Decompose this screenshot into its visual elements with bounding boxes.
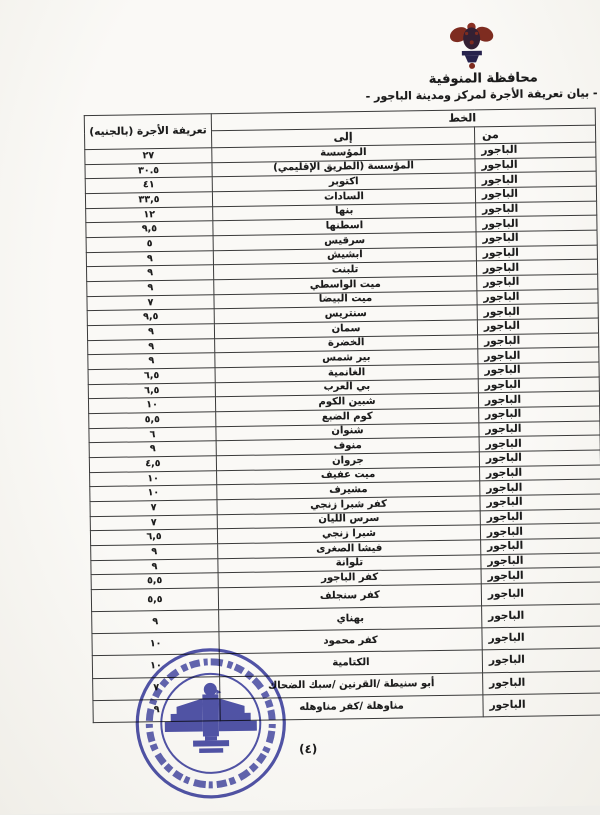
to-cell: شبين الكوم	[215, 393, 478, 412]
fare-cell: ١٢	[86, 206, 213, 223]
from-cell: الباجور	[481, 568, 600, 584]
official-round-stamp-eagle-icon	[130, 642, 292, 804]
fare-cell: ٩	[87, 324, 214, 341]
fare-cell: ٥	[86, 236, 213, 253]
fare-cell: ٤,٥	[89, 456, 216, 473]
to-cell: بهناي	[219, 606, 482, 632]
fare-table	[84, 108, 600, 723]
from-cell: الباجور	[483, 671, 600, 695]
fare-column-header: تعريفة الأجرة (بالجنيه)	[84, 114, 211, 150]
from-cell: الباجور	[478, 391, 599, 407]
to-cell: الكتامية	[219, 650, 482, 676]
to-cell: مناوهلة /كفر مناوهله	[220, 694, 483, 720]
from-cell: الباجور	[475, 157, 596, 173]
fare-cell: ٩,٥	[86, 221, 213, 238]
to-cell: تلبنت	[213, 261, 476, 280]
fare-cell: ٤١	[85, 177, 212, 194]
fare-cell: ٣٠.٥	[85, 162, 212, 179]
to-cell: سنتريس	[214, 305, 477, 324]
fare-cell: ٩	[93, 698, 220, 722]
fare-cell: ٧	[90, 500, 217, 517]
from-cell: الباجور	[482, 648, 600, 672]
from-cell: الباجور	[477, 303, 598, 319]
from-cell: الباجور	[477, 289, 598, 305]
line-column-header: الخط	[211, 108, 595, 131]
to-cell: منوف	[216, 437, 479, 456]
to-cell: الغانمية	[215, 364, 478, 383]
from-cell: الباجور	[479, 421, 600, 437]
fare-cell: ٥,٥	[89, 412, 216, 429]
to-cell: شنوان	[216, 423, 479, 442]
from-cell: الباجور	[480, 480, 600, 496]
from-cell: الباجور	[481, 538, 600, 554]
from-cell: الباجور	[478, 362, 599, 378]
fare-cell: ٩	[91, 559, 218, 576]
fare-cell: ٩	[88, 353, 215, 370]
from-cell: الباجور	[476, 215, 597, 231]
fare-cell: ٦,٥	[88, 368, 215, 385]
to-cell: كفر سنجلف	[218, 584, 481, 610]
to-cell: ميت الواسطي	[214, 276, 477, 295]
from-cell: الباجور	[475, 142, 596, 158]
to-cell: اسطنها	[213, 217, 476, 236]
to-cell: المؤسسة (الطريق الإقليمي)	[212, 159, 475, 178]
to-cell: فيشا الصغرى	[218, 540, 481, 559]
fare-cell: ٩	[87, 280, 214, 297]
fare-cell: ٩	[86, 250, 213, 267]
from-cell: الباجور	[479, 406, 600, 422]
fare-cell: ١٠	[90, 485, 217, 502]
from-cell: الباجور	[482, 604, 600, 628]
governorate-eagle-emblem-icon	[448, 19, 495, 76]
from-column-header: من	[474, 125, 595, 144]
fare-cell: ٩	[89, 441, 216, 458]
to-cell: ابشيش	[213, 247, 476, 266]
fare-cell: ٩,٥	[87, 309, 214, 326]
fare-cell: ٢٧	[85, 148, 212, 165]
fare-cell: ١٠	[92, 654, 219, 678]
from-cell: الباجور	[477, 318, 598, 334]
to-cell: سرقيس	[213, 232, 476, 251]
to-cell: كفر محمود	[219, 628, 482, 654]
to-cell: بير شمس	[215, 349, 478, 368]
fare-cell: ٩	[87, 265, 214, 282]
fare-cell: ٧	[93, 676, 220, 700]
from-cell: الباجور	[475, 186, 596, 202]
to-cell: المؤسسة	[212, 144, 475, 163]
fare-cell: ٦,٥	[90, 529, 217, 546]
from-cell: الباجور	[480, 509, 600, 525]
from-cell: الباجور	[476, 230, 597, 246]
fare-cell: ٦	[89, 427, 216, 444]
fare-cell: ١٠	[90, 471, 217, 488]
fare-cell: ٩	[92, 610, 219, 634]
from-cell: الباجور	[479, 435, 600, 451]
fare-cell: ٥,٥	[91, 588, 218, 612]
from-cell: الباجور	[480, 524, 600, 540]
to-cell: بي العرب	[215, 379, 478, 398]
to-cell: ميت البيضا	[214, 291, 477, 310]
to-cell: كوم الضبع	[216, 408, 479, 427]
from-cell: الباجور	[478, 333, 599, 349]
from-cell: الباجور	[481, 582, 600, 606]
to-column-header: إلى	[211, 127, 474, 148]
from-cell: الباجور	[482, 626, 600, 650]
fare-cell: ٩	[88, 338, 215, 355]
fare-cell: ١٠	[92, 632, 219, 656]
to-cell: بنها	[213, 203, 476, 222]
fare-cell: ١٠	[88, 397, 215, 414]
from-cell: الباجور	[476, 245, 597, 261]
document-subtitle: - بيان تعريفة الأجرة لمركز ومدينة الباجور -	[365, 86, 598, 103]
fare-cell: ٣٣,٥	[85, 192, 212, 209]
from-cell: الباجور	[478, 347, 599, 363]
to-cell: مشيرف	[217, 481, 480, 500]
fare-cell: ٦,٥	[88, 383, 215, 400]
to-cell: تلوانة	[218, 555, 481, 574]
from-cell: الباجور	[475, 171, 596, 187]
from-cell: الباجور	[480, 494, 600, 510]
page-number: (٤)	[298, 741, 318, 757]
from-cell: الباجور	[476, 201, 597, 217]
from-cell: الباجور	[480, 465, 600, 481]
to-cell: السادات	[212, 188, 475, 207]
from-cell: الباجور	[476, 259, 597, 275]
governorate-title: محافظة المنوفية	[428, 70, 538, 88]
to-cell: سرس الليان	[217, 511, 480, 530]
to-cell: كفر الباجور	[218, 569, 481, 588]
to-cell: سمان	[214, 320, 477, 339]
from-cell: الباجور	[479, 450, 600, 466]
from-cell: الباجور	[481, 553, 600, 569]
fare-cell: ٥,٥	[91, 573, 218, 590]
fare-cell: ٧	[90, 515, 217, 532]
to-cell: شبرا زنجي	[217, 525, 480, 544]
fare-cell: ٧	[87, 294, 214, 311]
to-cell: ميت عفيف	[217, 467, 480, 486]
from-cell: الباجور	[478, 377, 599, 393]
fare-cell: ٩	[91, 544, 218, 561]
to-cell: اكتوبر	[212, 173, 475, 192]
from-cell: الباجور	[483, 693, 600, 717]
from-cell: الباجور	[477, 274, 598, 290]
to-cell: الخضرة	[215, 335, 478, 354]
to-cell: أبو سنيطة /القرنين /سبك الضحاك	[220, 672, 483, 698]
to-cell: جروان	[216, 452, 479, 471]
to-cell: كفر شبرا زنجي	[217, 496, 480, 515]
